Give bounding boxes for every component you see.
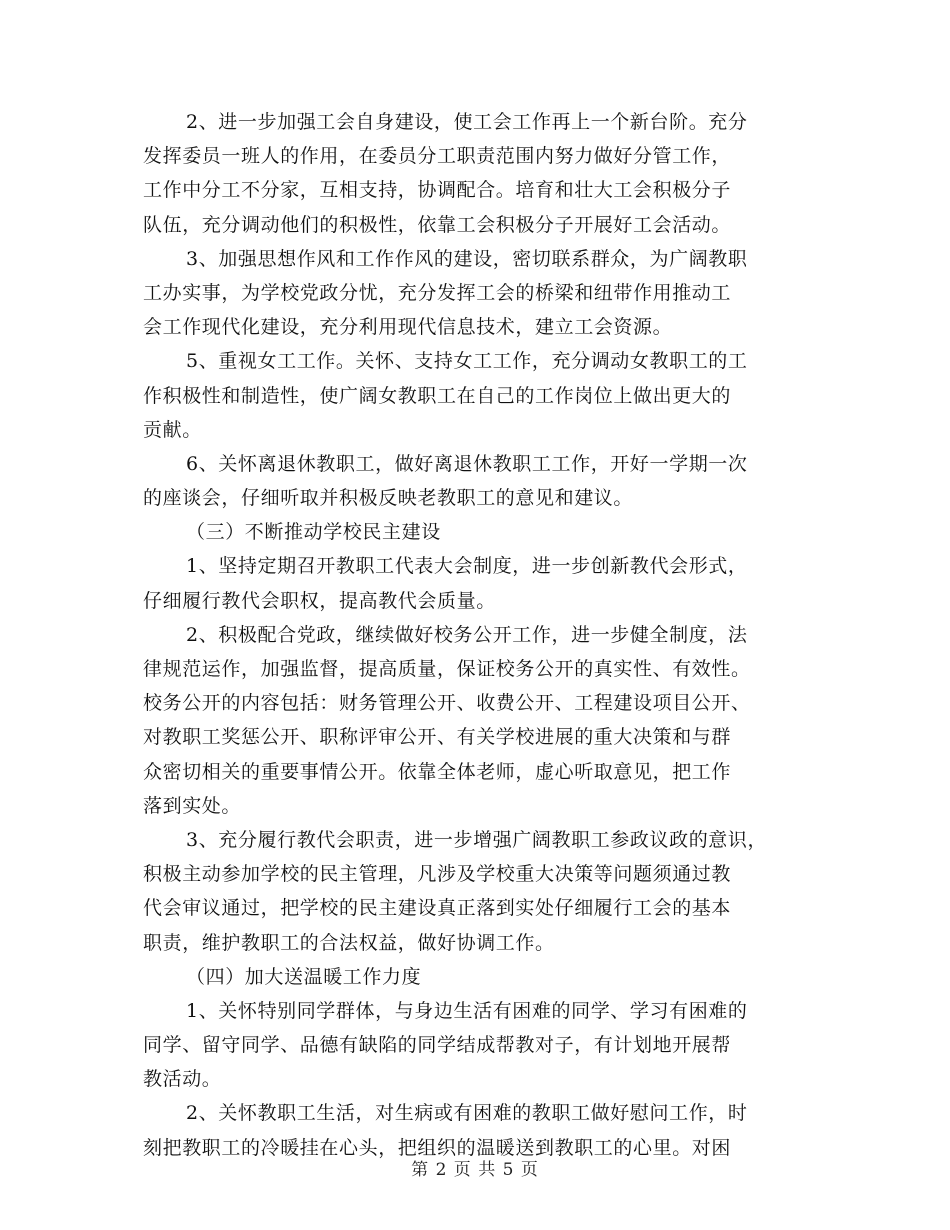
text-line: 1、关怀特别同学群体，与身边生活有困难的同学、学习有困难的: [186, 999, 748, 1022]
text-line: 校务公开的内容包括：财务管理公开、收费公开、工程建设项目公开、: [143, 692, 751, 715]
text-line: 职责，维护教职工的合法权益，做好协调工作。: [143, 931, 555, 954]
text-line: 3、充分履行教代会职责，进一步增强广阔教职工参政议政的意识，: [186, 828, 768, 851]
text-line: 的座谈会，仔细听取并积极反映老教职工的意见和建议。: [143, 487, 634, 510]
text-line: 贡献。: [143, 418, 202, 441]
section-heading: （三）不断推动学校民主建设: [186, 521, 441, 544]
document-body: [143, 105, 813, 1165]
text-line: 队伍，充分调动他们的积极性，依靠工会积极分子开展好工会活动。: [143, 213, 732, 236]
text-line: 落到实处。: [143, 794, 242, 817]
text-line: 5、重视女工工作。关怀、支持女工工作，充分调动女教职工的工: [186, 350, 748, 373]
text-line: 刻把教职工的冷暖挂在心头，把组织的温暖送到教职工的心里。对困: [143, 1136, 732, 1159]
text-line: 代会审议通过，把学校的民主建设真正落到实处仔细履行工会的基本: [143, 897, 732, 920]
text-line: 2、关怀教职工生活，对生病或有困难的教职工做好慰问工作，时: [186, 1102, 748, 1125]
text-line: 1、坚持定期召开教职工代表大会制度，进一步创新教代会形式，: [186, 555, 748, 578]
text-line: 2、积极配合党政，继续做好校务公开工作，进一步健全制度，法: [186, 623, 748, 646]
text-line: 6、关怀离退休教职工，做好离退休教职工工作，开好一学期一次: [186, 452, 748, 475]
text-line: 对教职工奖惩公开、职称评审公开、有关学校进展的重大决策和与群: [143, 726, 732, 749]
text-line: 会工作现代化建设，充分利用现代信息技术，建立工会资源。: [143, 316, 673, 339]
text-line: 众密切相关的重要事情公开。依靠全体老师，虚心听取意见，把工作: [143, 760, 732, 783]
page-number-label: 第 2 页 共 5 页: [411, 1160, 539, 1180]
text-line: 3、加强思想作风和工作作风的建设，密切联系群众，为广阔教职: [186, 247, 748, 270]
text-line: 仔细履行教代会职权，提高教代会质量。: [143, 589, 496, 612]
text-line: 工办实事，为学校党政分忧，充分发挥工会的桥梁和纽带作用推动工: [143, 281, 732, 304]
text-line: 2、进一步加强工会自身建设，使工会工作再上一个新台阶。充分: [186, 111, 748, 133]
text-line: 教活动。: [143, 1068, 222, 1091]
text-line: 积极主动参加学校的民主管理，凡涉及学校重大决策等问题须通过教: [143, 863, 732, 886]
page-footer: [0, 1155, 950, 1180]
text-line: 发挥委员一班人的作用，在委员分工职责范围内努力做好分管工作，: [143, 145, 732, 168]
text-line: 工作中分工不分家，互相支持，协调配合。培育和壮大工会积极分子: [143, 179, 732, 202]
section-heading: （四）加大送温暖工作力度: [186, 965, 422, 988]
text-line: 作积极性和制造性，使广阔女教职工在自己的工作岗位上做出更大的: [143, 384, 732, 407]
text-line: 同学、留守同学、品德有缺陷的同学结成帮教对子，有计划地开展帮: [143, 1034, 732, 1057]
text-line: 律规范运作，加强监督，提高质量，保证校务公开的真实性、有效性。: [143, 658, 751, 680]
